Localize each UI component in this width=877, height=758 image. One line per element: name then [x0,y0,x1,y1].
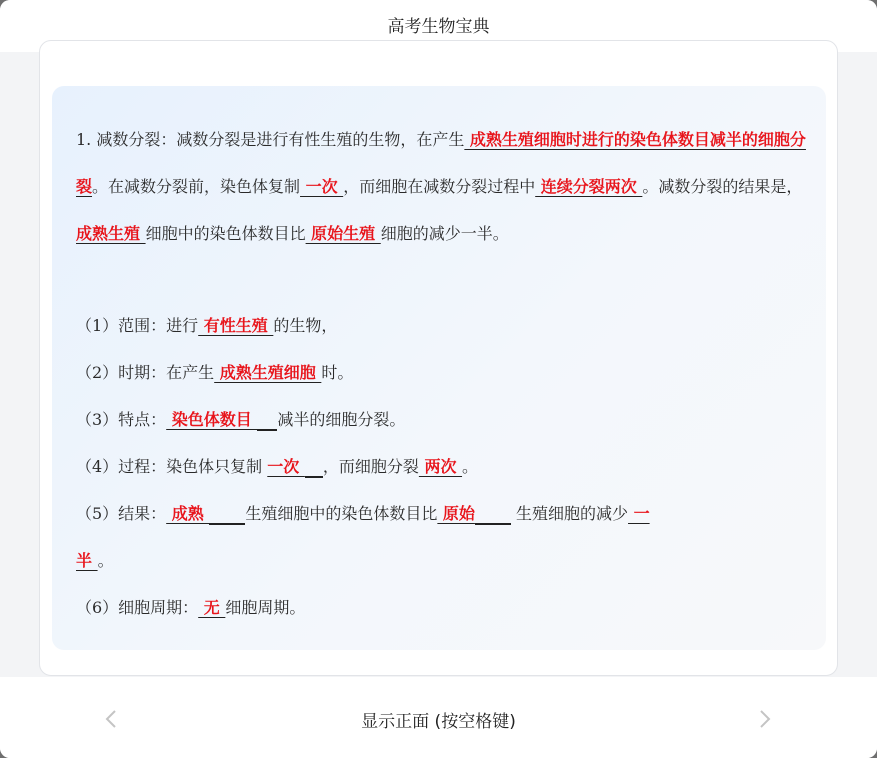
answer-blank: 两次 [418,457,463,476]
item-text: （3）特点： [76,410,167,429]
item-text: （5）结果： [76,504,167,523]
answer-blank: 原始 [437,504,475,523]
item-result [76,502,650,526]
chevron-right-icon [752,707,776,731]
answer-blank: 有性生殖 [198,316,274,335]
item-text: 。 [97,551,114,570]
answer-blank: 一次 [300,177,344,196]
window-title: 高考生物宝典 [0,0,877,52]
answer-blank: 无 [198,598,226,617]
item-text: （1）范围：进行 [76,316,199,335]
paragraph-text: 细胞中的染色体数目比 [145,224,306,243]
answer-blank: 成熟生殖细胞时进行的染色体数目减半的细胞分裂 [76,130,806,196]
item-cycle [76,596,305,620]
answer-blank: 半 [76,551,98,570]
item-text: 的生物， [273,316,338,335]
item-period [76,361,353,385]
item-text: 减半的细胞分裂。 [277,410,406,429]
item-text: 时。 [321,363,354,382]
item-text: 生殖细胞的减少 [510,504,629,523]
show-front-button[interactable]: 显示正面 (按空格键) [361,712,516,732]
item-text: 生殖细胞中的染色体数目比 [245,504,438,523]
blank-line [209,509,245,525]
item-scope [76,314,337,338]
definition-paragraph [76,116,811,257]
answer-blank: 成熟 [166,504,210,523]
item-feature [76,408,405,432]
item-text: （4）过程：染色体只复制 [76,457,268,476]
item-text: 。 [462,457,479,476]
footer-bar [0,677,877,758]
answer-blank: 一 [628,504,650,523]
next-card-button[interactable] [752,707,776,731]
answer-blank: 原始生殖 [305,224,381,243]
answer-blank: 成熟生殖 [76,224,146,243]
paragraph-text: ，而细胞在减数分裂过程中 [343,177,536,196]
paragraph-text: 。在减数分裂前，染色体复制 [92,177,301,196]
answer-blank: 连续分裂两次 [535,177,643,196]
blank-line [475,509,511,525]
answer-blank: 成熟生殖细胞 [214,363,322,382]
blank-line [305,462,323,478]
item-text: ，而细胞分裂 [322,457,419,476]
paragraph-text: 1. 减数分裂：减数分裂是进行有性生殖的生物，在产生 [76,130,465,149]
item-text: 细胞周期。 [225,598,306,617]
paragraph-text: 细胞的减少一半。 [380,224,509,243]
item-text: （2）时期：在产生 [76,363,215,382]
item-text: （6）细胞周期： [76,598,199,617]
item-process [76,455,478,479]
answer-blank: 染色体数目 [166,410,258,429]
answer-blank: 一次 [267,457,305,476]
paragraph-text: 。减数分裂的结果是， [642,177,803,196]
blank-line [257,415,277,431]
item-result-cont [76,549,114,573]
